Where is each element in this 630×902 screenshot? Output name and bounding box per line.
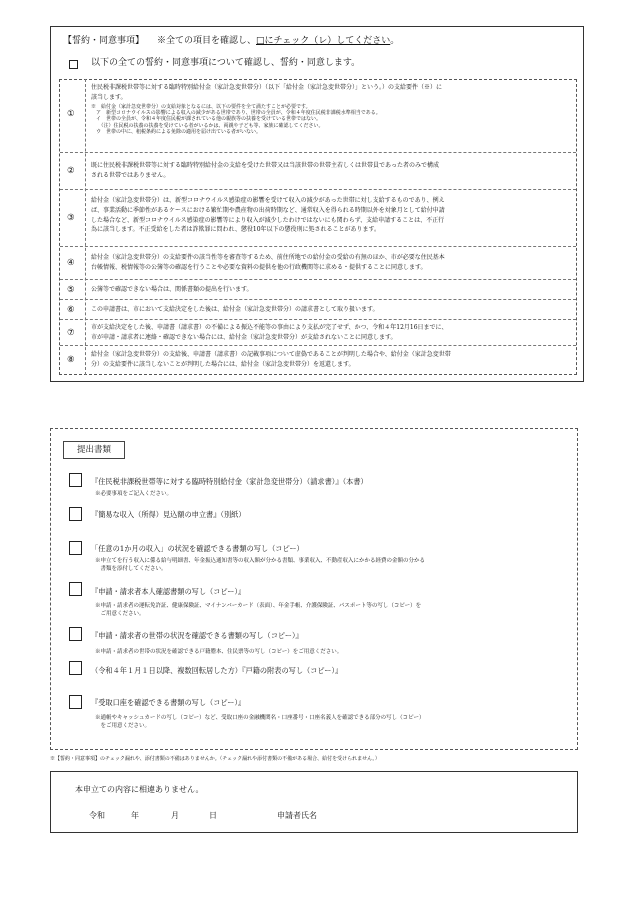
document-note: ※申立てを行う収入に係る給与明細書、年金振込通知書等の収入額が分かる書類、事業収入、不動産収入にかかる経費の金額の分かる 書類を添付してください。 — [95, 558, 426, 572]
oath-item-number: ① — [67, 109, 75, 119]
documents-section — [50, 428, 578, 750]
day-label: 日 — [209, 811, 217, 820]
declaration-statement: 本申立ての内容に相違ありません。 — [75, 785, 204, 794]
oath-item-text: 給付金（家計急変世帯分）は、新型コロナウイルス感染症の影響を受けて収入の減少があった世帯に対し支給するものであり、例え ば、事業活動に季節性があるケースにおける繁忙期や農産物の出荷時期など、通常収入を得られる時期以外を対象月として給付申請 した場合など、新型コロナウイルス感染症の影響等により収入が減少したわけではないにも関わらず、支給申請することは、不正行 為に該当します。不正受給をした者は詐欺罪に問われ、懲役10年以下の懲役刑に処されることがあります。 — [91, 197, 445, 234]
oath-item-number: ③ — [67, 213, 75, 223]
oath-item-text: この申請書は、市において支給決定をした後は、給付金（家計急変世帯分）の請求書として取り扱います。 — [91, 306, 379, 313]
oath-item-text: 給付金（家計急変世帯分）の支給要件の該当性等を審査等するため、前住所地での給付金の受給の有無のほか、市が必要な住民基本 台帳情報、税情報等の公簿等の確認を行うことや必要な資料の提供を他の行政機関等に求める・提供することに同意します。 — [91, 254, 445, 271]
document-label: 『住民税非課税世帯等に対する臨時特別給付金（家計急変世帯分）（請求書）』（本書） — [91, 477, 368, 486]
document-label: 『簡易な収入（所得）見込額の申立書』（別紙） — [91, 510, 246, 519]
oath-item-number: ④ — [67, 258, 75, 268]
agree-all-label: 以下の全ての誓約・同意事項について確認し、誓約・同意します。 — [91, 58, 361, 68]
oath-item-text: 住民税非課税世帯等に対する臨時特別給付金（家計急変世帯分）（以下「給付金（家計急変世帯分）」という。）の支給要件（※）に 該当します。 — [91, 84, 443, 101]
instruction-pre: ※全ての項目を確認し、 — [157, 36, 257, 46]
era-label: 令和 — [89, 811, 105, 820]
instruction-underlined: □にチェック（レ）してください — [256, 36, 391, 46]
applicant-name-label: 申請者氏名 — [277, 811, 317, 820]
document-label: 『受取口座を確認できる書類の写し（コピー）』 — [91, 698, 246, 707]
document-checkbox[interactable] — [69, 627, 82, 641]
document-label: 『申請・請求者本人確認書類の写し（コピー）』 — [91, 587, 246, 596]
document-label: （令和４年１月１日以降、複数回転居した方）『戸籍の附表の写し（コピー）』 — [91, 666, 343, 675]
document-label: 「任意の1か月の収入」の状況を確認できる書類の写し（コピー） — [91, 544, 304, 553]
checklist-footnote: ※【誓約・同意事項】のチェック漏れや、添付書類の不備はありませんか。（チェック漏れや添付書類の不備がある場合、給付を受けられません。） — [50, 756, 380, 762]
document-checkbox[interactable] — [69, 695, 82, 709]
number-column-divider — [85, 79, 86, 375]
oath-item-number: ⑧ — [67, 355, 75, 365]
document-note: ※通帳やキャッシュカードの写し（コピー）など、受取口座の金融機関名・口座番号・口座名義人を確認できる部分の写し（コピー） をご用意ください。 — [95, 715, 425, 729]
oath-item-note: ※ 給付金（家計急変世帯分）の支給対象となるには、以下の要件を全て満たすことが必要です。 ア 新型コロナウイルスの影響による収入の減少がある世帯であり、世帯の全員が、令和４年度住民税非課税水準相当である。 イ 世帯の全員が、令和４年度住民税が課されている他の親族等の扶養を受けている世帯ではない。 （注）住民税の扶養の扶養を受けている者がいるかは、両親や子ども等、家族に確認してください。 ウ 世帯の中に、租税条約による免除の適用を届け出ている者がいない。 — [91, 104, 381, 135]
document-note: ※申請・請求者の運転免許証、健康保険証、マイナンバーカード（表面）、年金手帳、介護保険証、パスポート等の写し（コピー）を ご用意ください。 — [95, 603, 422, 617]
oath-item-number: ⑦ — [67, 328, 75, 338]
oath-item-number: ② — [67, 166, 75, 176]
oath-item-text: 既に住民税非課税世帯等に対する臨時特別給付金の支給を受けた世帯又は当該世帯の世帯主若しくは世帯員であった者のみで構成 される世帯ではありません。 — [91, 162, 439, 179]
oath-section — [50, 26, 584, 382]
oath-item-number: ⑤ — [67, 285, 75, 295]
oath-item-text: 給付金（家計急変世帯分）の支給後、申請書（請求書）の記載事項について虚偽であることが判明した場合や、給付金（家計急変世帯 分）の支給要件に該当しないことが判明した場合には、給付金（家計急変世帯分）を返還します。 — [91, 351, 451, 368]
document-checkbox[interactable] — [69, 473, 82, 487]
document-note: ※必要事項をご記入ください。 — [95, 491, 173, 497]
document-checkbox[interactable] — [69, 541, 82, 555]
oath-item-text: 市が支給決定をした後、申請書（請求書）の不備による振込不能等の事由により支払が完了せず、かつ、令和４年12月16日までに、 市が申請・請求者に連絡・確認できない場合には、給付金（家計急変世帯分）が支給されないことに同意します。 — [91, 324, 448, 341]
document-note: ※申請・請求者の世帯の状況を確認できる戸籍謄本、住民票等の写し（コピー）をご用意ください。 — [95, 649, 343, 655]
instruction-post: 。 — [390, 36, 400, 46]
documents-title: 提出書類 — [77, 445, 112, 455]
month-label: 月 — [171, 811, 179, 820]
document-label: 『申請・請求者の世帯の状況を確認できる書類の写し（コピー）』 — [91, 631, 303, 640]
agree-all-checkbox[interactable] — [69, 60, 78, 69]
declaration-section — [50, 771, 578, 833]
document-checkbox[interactable] — [69, 582, 82, 596]
year-label: 年 — [131, 811, 139, 820]
oath-item-number: ⑥ — [67, 305, 75, 315]
document-checkbox[interactable] — [69, 507, 82, 521]
oath-item-text: 公簿等で確認できない場合は、関係書類の提出を行います。 — [91, 286, 253, 293]
oath-instruction — [157, 37, 399, 46]
document-checkbox[interactable] — [69, 661, 82, 675]
oath-title: 【誓約・同意事項】 — [63, 36, 145, 46]
